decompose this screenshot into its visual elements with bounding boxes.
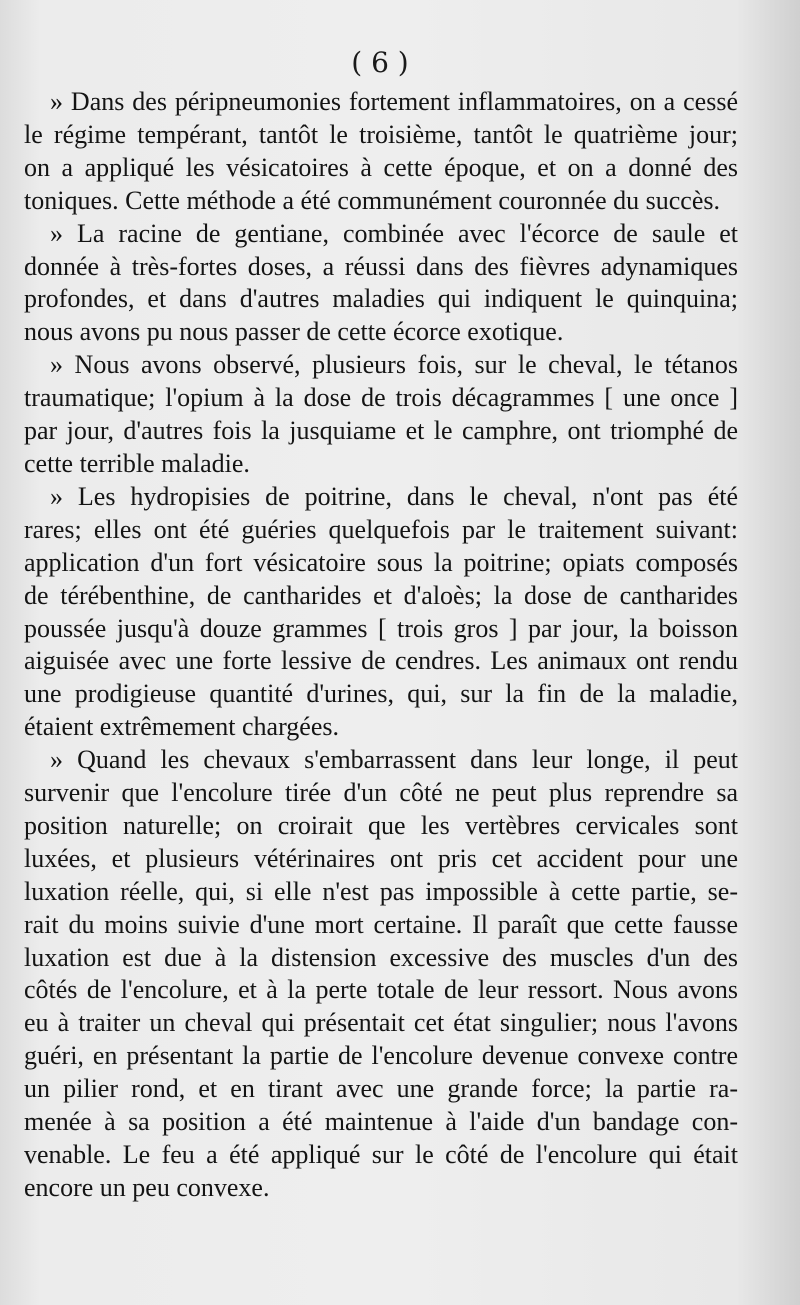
text-line: rait du moins suivie d'une mort certaine. Il paraît que cette fausse <box>24 909 738 939</box>
text-line: aiguisée avec une forte lessive de cendres. Les animaux ont rendu <box>24 646 738 676</box>
text-line: application d'un fort vésicatoire sous la poitrine; opiats composés <box>24 547 738 577</box>
text-line: on a appliqué les vésicatoires à cette époque, et on a donné des <box>24 152 738 182</box>
text-line: cette terrible maladie. <box>24 448 250 478</box>
paragraph <box>24 349 738 481</box>
text-line: venable. Le feu a été appliqué sur le côté de l'encolure qui était <box>24 1140 738 1169</box>
text-line: luxation est due à la distension excessive des muscles d'un des <box>24 942 738 972</box>
text-line: par jour, d'autres fois la jusquiame et le camphre, ont triomphé de <box>24 416 738 446</box>
text-line: luxées, et plusieurs vétérinaires ont pris cet accident pour une <box>24 843 738 873</box>
text-line: toniques. Cette méthode a été communément couronnée du succès. <box>24 185 720 215</box>
text-line: le régime tempérant, tantôt le troisième, tantôt le quatrième jour; <box>24 119 738 149</box>
text-line: » Les hydropisies de poitrine, dans le cheval, n'ont pas été <box>50 481 738 511</box>
text-line: donnée à très-fortes doses, a réussi dans des fièvres adynamiques <box>24 251 738 281</box>
text-line: survenir que l'encolure tirée d'un côté ne peut plus reprendre sa <box>24 778 738 808</box>
text-line: » Quand les chevaux s'embarrassent dans leur longe, il peut <box>50 745 738 775</box>
paragraph <box>24 86 738 218</box>
text-line: guéri, en présentant la partie de l'encolure devenue convexe contre <box>24 1041 738 1071</box>
text-line: eu à traiter un cheval qui présentait cet état singulier; nous l'avons <box>24 1008 738 1038</box>
text-line: de térébenthine, de cantharides et d'aloès; la dose de cantharides <box>24 580 738 610</box>
body-text <box>24 86 738 1205</box>
text-line: » La racine de gentiane, combinée avec l'écorce de saule et <box>50 218 738 248</box>
text-line: étaient extrêmement chargées. <box>24 712 339 742</box>
text-line: » Nous avons observé, plusieurs fois, sur le cheval, le tétanos <box>50 350 738 380</box>
text-line: encore un peu convexe. <box>24 1172 270 1202</box>
page-number: ( 6 ) <box>351 46 409 79</box>
text-line: une prodigieuse quantité d'urines, qui, sur la fin de la maladie, <box>24 679 738 709</box>
text-line: nous avons pu nous passer de cette écorce exotique. <box>24 317 564 347</box>
paragraph <box>24 481 738 744</box>
text-line: côtés de l'encolure, et à la perte totale de leur ressort. Nous avons <box>24 975 738 1005</box>
text-line: profondes, et dans d'autres maladies qui indiquent le quinquina; <box>24 284 738 314</box>
text-line: poussée jusqu'à douze grammes [ trois gros ] par jour, la boisson <box>24 613 738 643</box>
text-line: position naturelle; on croirait que les vertèbres cervicales sont <box>24 810 738 840</box>
text-line: » Dans des péripneumonies fortement inflammatoires, on a cessé <box>50 87 738 116</box>
paragraph <box>24 218 738 350</box>
text-line: rares; elles ont été guéries quelquefois par le traitement suivant: <box>24 514 738 544</box>
text-line: un pilier rond, et en tirant avec une grande force; la partie ra- <box>24 1074 738 1104</box>
paragraph <box>24 744 738 1205</box>
text-line: traumatique; l'opium à la dose de trois décagrammes [ une once ] <box>24 383 738 413</box>
text-line: luxation réelle, qui, si elle n'est pas impossible à cette partie, se- <box>24 876 738 906</box>
text-line: menée à sa position a été maintenue à l'aide d'un bandage con- <box>24 1107 738 1137</box>
